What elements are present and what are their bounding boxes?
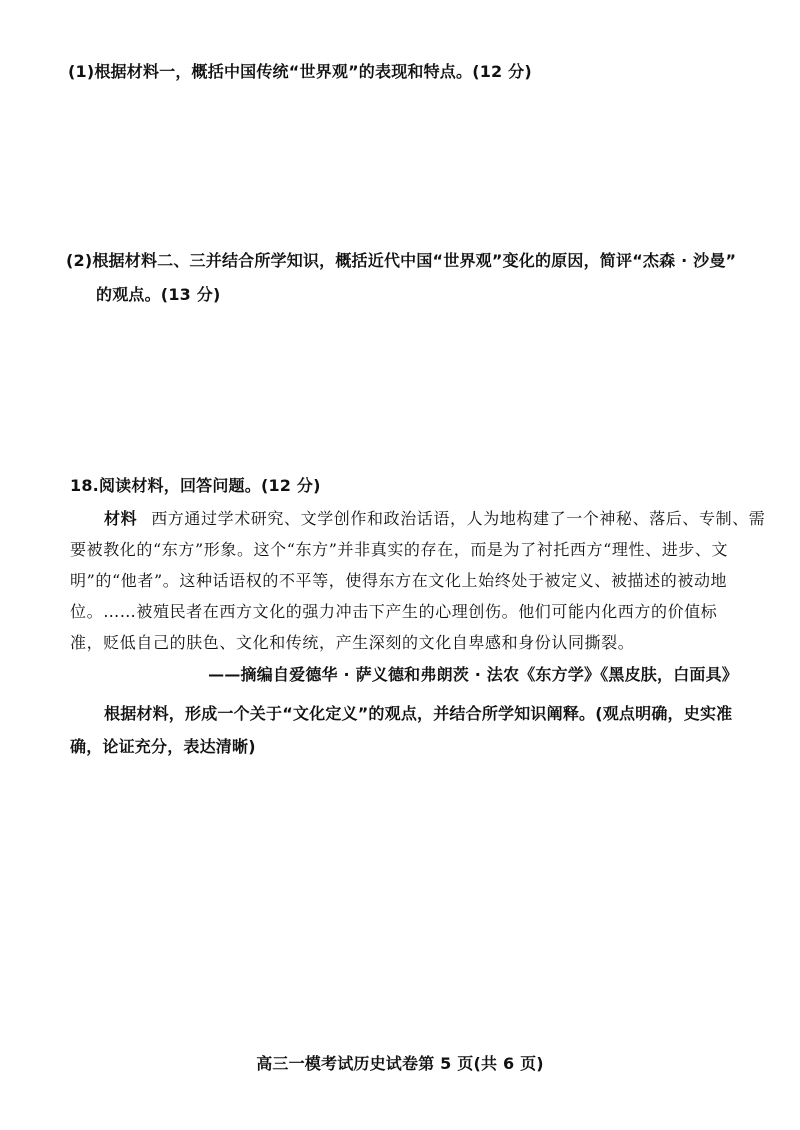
material-text-line-5: 准，贬低自己的肤色、文化和传统，产生深刻的文化自卑感和身份认同撕裂。 [70, 633, 635, 652]
question-18-task-line-1: 根据材料，形成一个关于“文化定义”的观点，并结合所学知识阐释。(观点明确，史实准 [104, 704, 733, 723]
question-1-prompt: (1)根据材料一，概括中国传统“世界观”的表现和特点。(12 分) [68, 62, 532, 81]
material-label: 材料 [104, 509, 138, 528]
material-text-line-4: 位。……被殖民者在西方文化的强力冲击下产生的心理创伤。他们可能内化西方的价值标 [70, 602, 718, 621]
question-18-heading: 18.阅读材料，回答问题。(12 分) [70, 476, 321, 495]
material-text-line-1: 西方通过学术研究、文学创作和政治话语，人为地构建了一个神秘、落后、专制、需 [151, 509, 766, 528]
question-2-prompt-line-2: 的观点。(13 分) [96, 285, 221, 304]
material-paragraph-line-1 [104, 507, 765, 531]
page-footer: 高三一模考试历史试卷第 5 页(共 6 页) [256, 1054, 544, 1073]
material-text-line-2: 要被教化的“东方”形象。这个“东方”并非真实的存在，而是为了衬托西方“理性、进步、文 [70, 540, 729, 559]
question-18-task-line-2: 确，论证充分，表达清晰) [70, 737, 256, 756]
question-2-prompt-line-1: (2)根据材料二、三并结合所学知识，概括近代中国“世界观”变化的原因，简评“杰森 · 沙曼” [66, 251, 737, 270]
material-source: ——摘编自爱德华 · 萨义德和弗朗茨 · 法农《东方学》《黑皮肤，白面具》 [208, 665, 738, 684]
material-text-line-3: 明”的“他者”。这种话语权的不平等，使得东方在文化上始终处于被定义、被描述的被动地 [70, 571, 728, 590]
